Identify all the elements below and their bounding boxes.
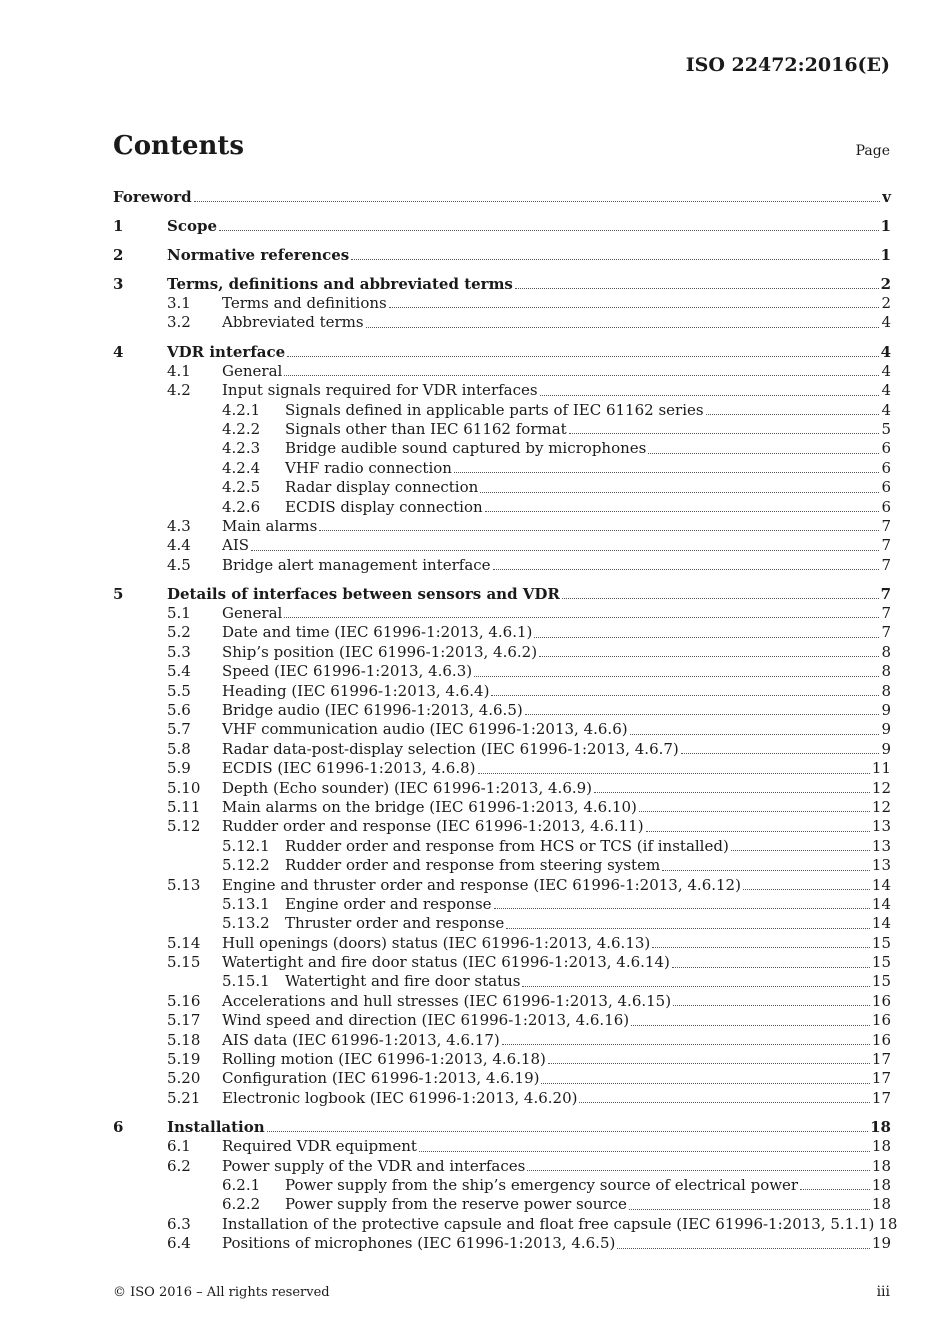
toc-entry-page: 7 (881, 604, 891, 623)
toc-entry-number: 5.15 (167, 953, 201, 972)
toc-entry-number: 5.5 (167, 681, 191, 700)
toc-leader-dots (480, 492, 879, 493)
toc-entry-number: 5.11 (167, 797, 201, 816)
toc-entry[interactable] (113, 439, 891, 458)
toc-entry-title: Normative references (167, 246, 350, 264)
toc-leader-dots (706, 414, 880, 415)
toc-entry-page: 2 (880, 275, 891, 293)
toc-entry[interactable] (113, 459, 891, 478)
toc-entry[interactable] (113, 895, 891, 914)
toc-entry[interactable] (113, 1050, 891, 1069)
toc-leader-dots (562, 598, 879, 599)
toc-entry-number: 6.2 (167, 1156, 191, 1175)
toc-entry-number: 4.1 (167, 361, 191, 380)
toc-entry-page: 7 (880, 585, 891, 604)
toc-entry-page: 16 (871, 1030, 891, 1049)
page-number: iii (876, 1284, 890, 1300)
toc-leader-dots (541, 1083, 869, 1084)
toc-leader-dots (569, 433, 880, 434)
toc-entry[interactable] (113, 381, 891, 400)
toc-entry-page: 13 (871, 817, 891, 836)
toc-leader-dots (267, 1131, 868, 1132)
toc-entry-title: Bridge audio (IEC 61996-1:2013, 4.6.5) (222, 701, 523, 720)
toc-leader-dots (652, 947, 870, 948)
toc-entry[interactable] (113, 1031, 891, 1050)
copyright-notice: © ISO 2016 – All rights reserved (113, 1285, 330, 1300)
toc-entry-number: 4.2.4 (222, 458, 261, 477)
toc-entry-number: 4.5 (167, 555, 191, 574)
toc-leader-dots (219, 230, 879, 231)
toc-entry[interactable] (113, 245, 891, 265)
toc-leader-dots (731, 850, 870, 851)
toc-entry-title: Power supply from the reserve power source (285, 1195, 627, 1214)
toc-entry-number: 5.4 (167, 662, 191, 681)
toc-entry-title: VHF radio connection (285, 458, 452, 477)
toc-entry-page: 18 (870, 1118, 891, 1137)
toc-entry-title: Rudder order and response from steering system (285, 856, 661, 875)
toc-entry-page: 11 (871, 759, 891, 778)
toc-leader-dots (579, 1102, 869, 1103)
toc-entry-page: 18 (871, 1195, 891, 1214)
toc-entry-number: 4.2.6 (222, 497, 261, 516)
toc-entry-title: Thruster order and response (285, 914, 505, 933)
toc-leader-dots (800, 1189, 870, 1190)
toc-entry-number: 5.19 (167, 1050, 201, 1069)
toc-leader-dots (506, 928, 870, 929)
toc-entry-title: Bridge alert management interface (222, 555, 491, 574)
toc-leader-dots (319, 530, 879, 531)
toc-entry[interactable] (113, 973, 891, 992)
toc-entry-page: 17 (871, 1088, 891, 1107)
toc-entry[interactable] (113, 274, 891, 294)
toc-entry-title: Electronic logbook (IEC 61996-1:2013, 4.6.20) (222, 1088, 578, 1107)
toc-leader-dots (478, 773, 870, 774)
toc-entry-title: General (222, 361, 283, 380)
toc-leader-dots (194, 201, 881, 202)
toc-entry-page: 8 (881, 662, 891, 681)
toc-entry-title: Foreword (113, 188, 192, 206)
toc-entry-number: 6.2.1 (222, 1176, 261, 1194)
toc-leader-dots (534, 637, 879, 638)
toc-entry-title: AIS (222, 536, 250, 555)
toc-entry-page: v (882, 188, 891, 206)
toc-leader-dots (474, 676, 879, 677)
toc-entry-title: Signals other than IEC 61162 format (285, 419, 567, 438)
toc-entry-page: 5 (881, 419, 891, 438)
page-title: Contents (113, 131, 245, 161)
toc-entry-title: Required VDR equipment (222, 1137, 417, 1156)
toc-entry-number: 4.2.1 (222, 400, 261, 419)
toc-leader-dots (454, 472, 880, 473)
toc-entry-number: 6.3 (167, 1214, 191, 1233)
toc-entry-title: Watertight and fire door status (285, 972, 521, 991)
toc-entry-page: 12 (871, 797, 891, 816)
toc-leader-dots (351, 259, 878, 260)
toc-entry-page: 9 (881, 739, 891, 758)
toc-entry-number: 2 (113, 246, 124, 264)
toc-entry-title: AIS data (IEC 61996-1:2013, 4.6.17) (222, 1030, 500, 1049)
toc-entry-number: 6.2.2 (222, 1195, 261, 1214)
toc-entry[interactable] (113, 779, 891, 798)
toc-entry[interactable] (113, 682, 891, 701)
toc-entry-number: 5 (113, 585, 124, 604)
toc-entry-page: 14 (871, 894, 891, 913)
toc-entry-title: ECDIS (IEC 61996-1:2013, 4.6.8) (222, 759, 476, 778)
toc-entry-title: Power supply from the ship’s emergency source of electrical power (285, 1176, 799, 1194)
toc-entry-title: Scope (167, 217, 218, 235)
toc-leader-dots (284, 375, 879, 376)
toc-entry-page: 19 (871, 1234, 891, 1253)
toc-entry-page: 17 (871, 1050, 891, 1069)
toc-leader-dots (502, 1044, 870, 1045)
toc-leader-dots (485, 511, 880, 512)
toc-entry-page: 17 (871, 1069, 891, 1088)
toc-leader-dots (673, 1005, 870, 1006)
toc-entry-title: Speed (IEC 61996-1:2013, 4.6.3) (222, 662, 473, 681)
toc-entry-page: 8 (881, 642, 891, 661)
toc-entry-page: 13 (871, 856, 891, 875)
toc-entry-number: 5.12.2 (222, 856, 270, 875)
toc-entry[interactable] (113, 401, 891, 420)
toc-entry[interactable] (113, 584, 891, 604)
toc-entry[interactable] (113, 856, 891, 875)
toc-entry-title: Positions of microphones (IEC 61996-1:2013, 4.6.5) (222, 1234, 616, 1253)
toc-entry-number: 3 (113, 275, 124, 293)
toc-entry-page: 18 (871, 1176, 891, 1194)
toc-entry[interactable] (113, 604, 891, 623)
toc-entry[interactable] (113, 420, 891, 439)
toc-entry-page: 7 (881, 516, 891, 535)
toc-leader-dots (284, 617, 879, 618)
toc-entry-title: Bridge audible sound captured by microphones (285, 439, 647, 458)
toc-entry[interactable] (113, 1089, 891, 1108)
toc-entry-title: General (222, 604, 283, 623)
toc-entry-title: VDR interface (167, 342, 286, 361)
page-column-label: Page (855, 143, 890, 159)
toc-entry-page: 18 (871, 1156, 891, 1175)
toc-entry-page: 2 (881, 293, 891, 312)
toc-entry-page: 8 (881, 681, 891, 700)
toc-entry[interactable] (113, 914, 891, 933)
toc-entry-number: 5.17 (167, 1011, 201, 1030)
toc-leader-dots (525, 714, 880, 715)
toc-entry-title: Main alarms on the bridge (IEC 61996-1:2013, 4.6.10) (222, 797, 637, 816)
toc-entry-number: 5.20 (167, 1069, 201, 1088)
toc-entry[interactable] (113, 798, 891, 817)
toc-entry-page: 7 (881, 555, 891, 574)
toc-entry-title: Main alarms (222, 516, 318, 535)
toc-entry-page: 18 (871, 1137, 891, 1156)
toc-entry[interactable] (113, 187, 891, 207)
toc-entry-title: Terms, definitions and abbreviated terms (167, 275, 513, 293)
toc-entry-number: 5.8 (167, 739, 191, 758)
toc-entry-number: 4.4 (167, 536, 191, 555)
toc-entry-page: 15 (871, 953, 891, 972)
toc-entry[interactable] (113, 536, 891, 555)
toc-leader-dots (681, 753, 880, 754)
toc-leader-dots (631, 1025, 870, 1026)
toc-entry-page: 16 (871, 1011, 891, 1030)
toc-leader-dots (515, 288, 879, 289)
toc-entry-number: 6.1 (167, 1137, 191, 1156)
toc-entry-number: 6 (113, 1118, 124, 1137)
toc-entry[interactable] (113, 1157, 891, 1176)
toc-entry-title: Accelerations and hull stresses (IEC 61996-1:2013, 4.6.15) (222, 991, 672, 1010)
toc-entry-page: 4 (881, 361, 891, 380)
toc-entry-number: 4.3 (167, 516, 191, 535)
toc-entry-page: 4 (881, 381, 891, 400)
toc-entry-page: 6 (881, 439, 891, 458)
toc-entry[interactable] (113, 934, 891, 953)
toc-entry-title: Input signals required for VDR interfaces (222, 381, 538, 400)
toc-leader-dots (251, 550, 879, 551)
toc-leader-dots (527, 1170, 870, 1171)
toc-entry[interactable] (113, 953, 891, 972)
toc-entry[interactable] (113, 1176, 891, 1195)
toc-entry[interactable] (113, 294, 891, 313)
toc-entry-title: Details of interfaces between sensors and VDR (167, 585, 560, 604)
toc-entry-number: 4.2 (167, 381, 191, 400)
toc-entry-title: Terms and definitions (222, 293, 387, 312)
toc-entry-number: 1 (113, 217, 124, 235)
toc-entry[interactable] (113, 517, 891, 536)
toc-leader-dots (494, 908, 870, 909)
toc-entry-number: 5.12 (167, 817, 201, 836)
toc-leader-dots (594, 792, 870, 793)
toc-entry-title: Rudder order and response (IEC 61996-1:2013, 4.6.11) (222, 817, 644, 836)
toc-entry[interactable] (113, 342, 891, 362)
toc-entry-number: 5.2 (167, 623, 191, 642)
toc-entry-number: 4 (113, 342, 124, 361)
toc-entry-title: Power supply of the VDR and interfaces (222, 1156, 526, 1175)
toc-entry-title: Radar data-post-display selection (IEC 61996-1:2013, 4.6.7) (222, 739, 679, 758)
toc-entry[interactable] (113, 556, 891, 575)
toc-entry-page: 6 (881, 458, 891, 477)
toc-entry[interactable] (113, 1117, 891, 1137)
toc-leader-dots (629, 1209, 870, 1210)
toc-entry-title: Depth (Echo sounder) (IEC 61996-1:2013, 4.6.9) (222, 778, 593, 797)
toc-entry[interactable] (113, 313, 891, 332)
toc-entry[interactable] (113, 623, 891, 642)
toc-entry-page: 1 (880, 217, 891, 235)
toc-entry-number: 5.12.1 (222, 836, 270, 855)
toc-leader-dots (743, 889, 870, 890)
toc-leader-dots (548, 1063, 870, 1064)
toc-entry-number: 5.6 (167, 701, 191, 720)
toc-leader-dots (646, 831, 870, 832)
toc-entry-number: 3.2 (167, 313, 191, 332)
toc-entry-page: 9 (881, 720, 891, 739)
toc-leader-dots (419, 1151, 870, 1152)
toc-entry-number: 5.21 (167, 1088, 201, 1107)
toc-entry-page: 13 (871, 836, 891, 855)
toc-entry-page: 15 (871, 972, 891, 991)
toc-leader-dots (287, 356, 878, 357)
toc-entry[interactable] (113, 1195, 891, 1214)
toc-entry[interactable] (113, 478, 891, 497)
toc-entry-title: Engine order and response (285, 894, 492, 913)
toc-entry-title: Watertight and fire door status (IEC 61996-1:2013, 4.6.14) (222, 953, 670, 972)
toc-entry[interactable] (113, 876, 891, 895)
toc-entry[interactable] (113, 498, 891, 517)
toc-entry-number: 5.10 (167, 778, 201, 797)
toc-entry-number: 5.14 (167, 933, 201, 952)
toc-leader-dots (539, 656, 879, 657)
toc-leader-dots (493, 569, 880, 570)
toc-leader-dots (366, 327, 880, 328)
toc-entry-number: 5.15.1 (222, 972, 270, 991)
toc-entry-page: 6 (881, 478, 891, 497)
toc-entry-number: 4.2.2 (222, 419, 261, 438)
toc-entry-number: 3.1 (167, 293, 191, 312)
toc-entry[interactable] (113, 837, 891, 856)
toc-entry-title: ECDIS display connection (285, 497, 483, 516)
toc-leader-dots (672, 967, 870, 968)
toc-entry-number: 4.2.5 (222, 478, 261, 497)
toc-leader-dots (639, 811, 870, 812)
toc-entry-number: 5.7 (167, 720, 191, 739)
toc-entry-title: Hull openings (doors) status (IEC 61996-1:2013, 4.6.13) (222, 933, 651, 952)
toc-entry-number: 5.16 (167, 991, 201, 1010)
toc-entry-title: Radar display connection (285, 478, 479, 497)
toc-entry-number: 6.4 (167, 1234, 191, 1253)
toc-entry-title: Abbreviated terms (222, 313, 364, 332)
toc-entry[interactable] (113, 740, 891, 759)
toc-entry-page: 4 (881, 313, 891, 332)
toc-leader-dots (648, 453, 879, 454)
toc-entry[interactable] (113, 362, 891, 381)
toc-entry-title: Engine and thruster order and response (IEC 61996-1:2013, 4.6.12) (222, 875, 741, 894)
toc-entry-number: 4.2.3 (222, 439, 261, 458)
toc-entry[interactable] (113, 643, 891, 662)
toc-entry-page: 9 (881, 701, 891, 720)
toc-leader-dots (389, 307, 880, 308)
toc-entry-title: Rolling motion (IEC 61996-1:2013, 4.6.18) (222, 1050, 546, 1069)
toc-entry-page: 7 (881, 623, 891, 642)
toc-entry-page: 16 (871, 991, 891, 1010)
toc-entry[interactable] (113, 817, 891, 836)
toc-entry-title: Wind speed and direction (IEC 61996-1:2013, 4.6.16) (222, 1011, 630, 1030)
toc-entry[interactable] (113, 701, 891, 720)
toc-entry[interactable] (113, 720, 891, 739)
toc-leader-dots (491, 695, 879, 696)
toc-entry-page: 1 (880, 246, 891, 264)
toc-entry-number: 5.9 (167, 759, 191, 778)
document-id: ISO 22472:2016(E) (685, 54, 890, 76)
toc-entry-title: Heading (IEC 61996-1:2013, 4.6.4) (222, 681, 490, 700)
toc-leader-dots (630, 734, 880, 735)
toc-entry-page: 7 (881, 536, 891, 555)
toc-entry-title: Date and time (IEC 61996-1:2013, 4.6.1) (222, 623, 533, 642)
toc-entry-title: Rudder order and response from HCS or TCS (if installed) (285, 836, 729, 855)
toc-entry-title: Configuration (IEC 61996-1:2013, 4.6.19) (222, 1069, 540, 1088)
toc-entry-page: 15 (871, 933, 891, 952)
toc-entry-number: 5.18 (167, 1030, 201, 1049)
toc-entry[interactable] (113, 759, 891, 778)
toc-entry-number: 5.13.1 (222, 894, 270, 913)
toc-entry-title: Signals defined in applicable parts of IEC 61162 series (285, 400, 704, 419)
toc-entry[interactable] (113, 1214, 898, 1234)
toc-entry[interactable] (113, 1011, 891, 1030)
toc-entry[interactable] (113, 1069, 891, 1088)
toc-leader-dots (522, 986, 869, 987)
toc-entry-page: 14 (871, 914, 891, 933)
toc-entry-page: 14 (871, 875, 891, 894)
toc-entry-number: 5.13.2 (222, 914, 270, 933)
toc-entry-page: 4 (881, 400, 891, 419)
toc-entry-title: Installation (167, 1118, 265, 1137)
toc-entry-title: Ship’s position (IEC 61996-1:2013, 4.6.2) (222, 642, 538, 661)
toc-entry[interactable] (113, 216, 891, 236)
toc-entry-number: 5.13 (167, 875, 201, 894)
toc-entry-title: VHF communication audio (IEC 61996-1:2013, 4.6.6) (222, 720, 628, 739)
toc-entry-page: 12 (871, 778, 891, 797)
toc-entry[interactable] (113, 1234, 891, 1253)
toc-leader-dots (617, 1248, 870, 1249)
toc-entry-number: 5.3 (167, 642, 191, 661)
toc-entry-page: 18 (878, 1214, 898, 1233)
toc-entry-page: 4 (880, 342, 891, 361)
table-of-contents (113, 187, 898, 1254)
toc-entry[interactable] (113, 1137, 891, 1156)
toc-entry-page: 6 (881, 497, 891, 516)
toc-leader-dots (540, 395, 880, 396)
toc-leader-dots (662, 870, 870, 871)
toc-entry[interactable] (113, 662, 891, 681)
toc-entry-number: 5.1 (167, 604, 191, 623)
toc-entry-title: Installation of the protective capsule and float free capsule (IEC 61996-1:2013, 5.1.1) (222, 1214, 875, 1233)
toc-entry[interactable] (113, 992, 891, 1011)
